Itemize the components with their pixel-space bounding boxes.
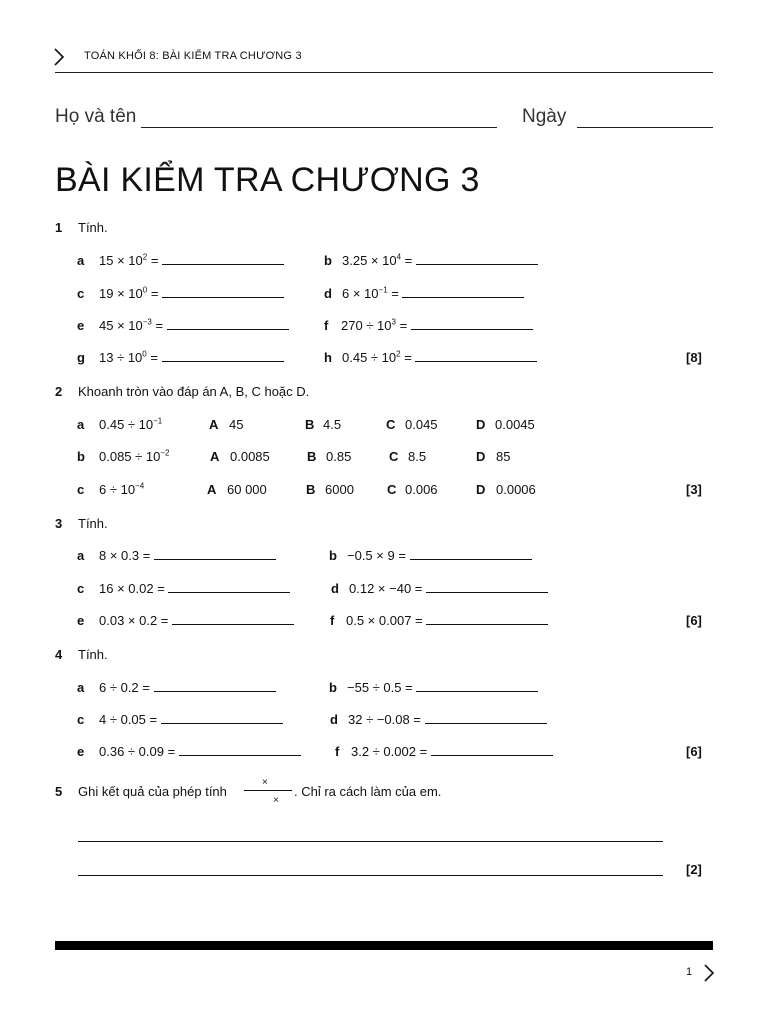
item-letter: a (77, 548, 85, 563)
choice-letter[interactable]: A (207, 482, 217, 497)
marks: [2] (686, 862, 702, 877)
expression: 32 ÷ −0.08 = (348, 712, 547, 727)
item-letter: b (329, 680, 337, 695)
choice-value[interactable]: 0.0085 (230, 449, 270, 464)
name-label: Họ và tên (55, 106, 137, 127)
item-letter: f (335, 744, 340, 759)
item-letter: a (77, 680, 85, 695)
question-number: 2 (55, 384, 63, 399)
expression: $0.085 \div 10^{-2}$ (99, 448, 170, 464)
question-prompt: Tính. (78, 647, 108, 662)
choice-value[interactable]: 0.045 (405, 417, 438, 432)
header-divider (55, 72, 713, 73)
expression: 16 × 0.02 = (99, 581, 290, 596)
expression: 4 ÷ 0.05 = (99, 712, 283, 727)
item-letter: d (330, 712, 338, 727)
answer-blank[interactable] (168, 582, 290, 593)
choice-value[interactable]: 45 (229, 417, 244, 432)
expression: 8 × 0.3 = (99, 548, 276, 563)
expression: $0.45 \div 10^{-1}$ (99, 416, 163, 432)
question-number: 4 (55, 647, 63, 662)
item-letter: c (77, 286, 85, 301)
question-prompt: Tính. (78, 516, 108, 531)
question-prompt: Khoanh tròn vào đáp án A, B, C hoặc D. (78, 384, 310, 399)
item-letter: e (77, 318, 85, 333)
expression: −55 ÷ 0.5 = (347, 680, 538, 695)
expression: $6 \times 10^{-1}$ = (342, 286, 524, 301)
item-letter: e (77, 613, 85, 628)
item-letter: b (329, 548, 337, 563)
answer-blank[interactable] (154, 681, 276, 692)
answer-blank[interactable] (161, 713, 283, 724)
answer-blank[interactable] (410, 549, 532, 560)
chevron-right-icon (52, 47, 66, 67)
answer-line[interactable] (78, 841, 663, 842)
answer-blank[interactable] (172, 614, 294, 625)
choice-letter[interactable]: C (389, 449, 399, 464)
marks: [3] (686, 482, 702, 497)
question-number: 1 (55, 220, 63, 235)
choice-letter[interactable]: C (386, 417, 396, 432)
question-number: 3 (55, 516, 63, 531)
choice-letter[interactable]: D (476, 417, 486, 432)
item-letter: h (324, 350, 332, 365)
choice-letter[interactable]: A (210, 449, 220, 464)
date-field[interactable] (577, 127, 713, 128)
expression: 6 ÷ 0.2 = (99, 680, 276, 695)
expression: $3.25 \times 10^4$ = (342, 253, 538, 268)
page-title: BÀI KIỂM TRA CHƯƠNG 3 (55, 161, 480, 199)
item-letter: g (77, 350, 85, 365)
choice-value[interactable]: 85 (496, 449, 511, 464)
expression: 0.03 × 0.2 = (99, 613, 294, 628)
item-letter: f (324, 318, 329, 333)
choice-value[interactable]: 0.85 (326, 449, 352, 464)
footer-bar (55, 941, 713, 950)
expression: 0.36 ÷ 0.09 = (99, 744, 301, 759)
running-header: TOÁN KHỐI 8: BÀI KIỂM TRA CHƯƠNG 3 (84, 50, 302, 62)
item-letter: a (77, 417, 85, 432)
expression: $45 \times 10^{-3}$ = (99, 318, 289, 333)
item-letter: b (77, 449, 85, 464)
choice-letter[interactable]: A (209, 417, 219, 432)
choice-value[interactable]: 0.0006 (496, 482, 536, 497)
answer-blank[interactable] (416, 254, 538, 265)
item-letter: c (77, 712, 85, 727)
choice-value[interactable]: 0.0045 (495, 417, 535, 432)
expression: $19 \times 10^0$ = (99, 286, 284, 301)
fraction-bar (244, 790, 292, 791)
expression: −0.5 × 9 = (347, 548, 532, 563)
name-field[interactable] (141, 127, 497, 128)
choice-value[interactable]: 4.5 (323, 417, 342, 432)
choice-value[interactable]: 0.006 (405, 482, 438, 497)
choice-letter[interactable]: B (307, 449, 317, 464)
expression: $15 \times 10^2$ = (99, 253, 284, 268)
item-letter: c (77, 482, 85, 497)
item-letter: b (324, 253, 332, 268)
choice-value[interactable]: 6000 (325, 482, 354, 497)
marks: [8] (686, 350, 702, 365)
choice-letter[interactable]: D (476, 449, 486, 464)
answer-blank[interactable] (425, 713, 547, 724)
item-letter: a (77, 253, 85, 268)
question-prompt-continued: . Chỉ ra cách làm của em. (294, 784, 442, 799)
answer-blank[interactable] (431, 745, 553, 756)
expression: $270 \div 10^3$ = (341, 318, 533, 333)
answer-blank[interactable] (411, 319, 533, 330)
question-prompt: Ghi kết quả của phép tính (78, 784, 227, 799)
question-number: 5 (55, 784, 63, 799)
answer-blank[interactable] (167, 319, 289, 330)
question-prompt: Tính. (78, 220, 108, 235)
choice-letter[interactable]: C (387, 482, 397, 497)
choice-value[interactable]: 60 000 (227, 482, 267, 497)
fraction-numerator: × (262, 777, 268, 788)
choice-value[interactable]: 8.5 (408, 449, 427, 464)
answer-line[interactable] (78, 875, 663, 876)
choice-letter[interactable]: D (476, 482, 486, 497)
item-letter: d (331, 581, 339, 596)
answer-blank[interactable] (162, 287, 284, 298)
marks: [6] (686, 744, 702, 759)
marks: [6] (686, 613, 702, 628)
answer-blank[interactable] (426, 614, 548, 625)
choice-letter[interactable]: B (306, 482, 316, 497)
expression: $13 \div 10^0$ = (99, 350, 284, 365)
choice-letter[interactable]: B (305, 417, 315, 432)
answer-blank[interactable] (154, 549, 276, 560)
expression: 0.5 × 0.007 = (346, 613, 548, 628)
chevron-right-icon[interactable] (702, 963, 716, 983)
answer-blank[interactable] (402, 287, 524, 298)
item-letter: c (77, 581, 85, 596)
expression: 0.12 × −40 = (349, 581, 548, 596)
answer-blank[interactable] (179, 745, 301, 756)
expression: $0.45 \div 10^2$ = (342, 350, 537, 365)
answer-blank[interactable] (416, 681, 538, 692)
answer-blank[interactable] (415, 351, 537, 362)
answer-blank[interactable] (162, 351, 284, 362)
expression: $6 \div 10^{-4}$ (99, 481, 145, 497)
fraction-denominator: × (273, 795, 279, 806)
item-letter: d (324, 286, 332, 301)
item-letter: f (330, 613, 335, 628)
answer-blank[interactable] (426, 582, 548, 593)
expression: 3.2 ÷ 0.002 = (351, 744, 553, 759)
date-label: Ngày (522, 106, 567, 127)
item-letter: e (77, 744, 85, 759)
answer-blank[interactable] (162, 254, 284, 265)
fraction (244, 777, 294, 807)
page-number: 1 (686, 966, 693, 978)
